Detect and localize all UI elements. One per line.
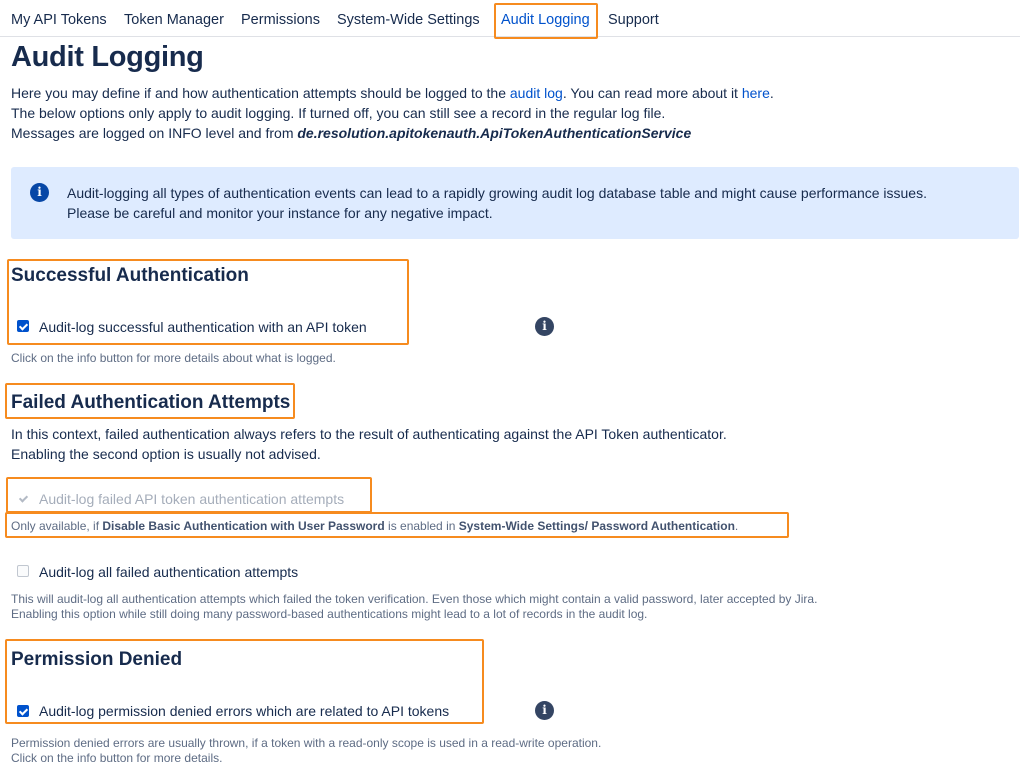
successful-info-button[interactable]: i: [535, 317, 554, 336]
permission-help-2: Click on the info button for more details.: [11, 751, 223, 765]
permission-help-1: Permission denied errors are usually thrown, if a token with a read-only scope is used in a read-write operation.: [11, 736, 602, 750]
successful-help-text: Click on the info button for more details about what is logged.: [11, 351, 336, 365]
page-title: Audit Logging: [11, 41, 204, 73]
failed-desc-2: Enabling the second option is usually not advised.: [11, 446, 321, 462]
failed-all-help-1: This will audit-log all authentication attempts which failed the token verification. Even those which might contain a valid password, later accepted by Jira.: [11, 592, 818, 606]
audit-log-link[interactable]: audit log: [509, 85, 563, 101]
successful-auth-label: Audit-log successful authentication with an API token: [39, 319, 367, 335]
failed-token-checkbox[interactable]: [17, 492, 29, 504]
tab-system-wide-settings[interactable]: System-Wide Settings: [337, 12, 480, 28]
failed-all-checkbox[interactable]: [17, 565, 29, 577]
info-icon: i: [30, 183, 49, 202]
successful-heading: Successful Authentication: [11, 265, 249, 286]
permission-denied-label: Audit-log permission denied errors which are related to API tokens: [39, 703, 450, 719]
service-class-name: de.resolution.apitokenauth.ApiTokenAuthenticationService: [297, 125, 692, 141]
tab-support[interactable]: Support: [608, 12, 659, 28]
tab-my-api-tokens[interactable]: My API Tokens: [11, 12, 107, 28]
permission-info-button[interactable]: i: [535, 701, 554, 720]
tab-permissions[interactable]: Permissions: [241, 12, 320, 28]
tab-audit-logging[interactable]: Audit Logging: [501, 12, 590, 28]
successful-auth-checkbox[interactable]: [17, 320, 29, 332]
failed-all-label: Audit-log all failed authentication attempts: [39, 564, 299, 580]
permission-heading: Permission Denied: [11, 649, 183, 670]
failed-desc-1: In this context, failed authentication always refers to the result of authenticating against the API Token authenticator.: [11, 426, 727, 442]
failed-all-help-2: Enabling this option while still doing many password-based authentications might lead to a lot of records in the audit log.: [11, 607, 648, 621]
notice-line-1: Audit-logging all types of authentication events can lead to a rapidly growing audit log database table and might cause performance issues.: [67, 185, 927, 201]
intro-line-1: Here you may define if and how authentication attempts should be logged to the audit log. You can read more about it here.: [11, 85, 774, 101]
failed-token-note: Only available, if Disable Basic Authentication with User Password is enabled in System-Wide Settings/ Password Authentication.: [11, 519, 739, 533]
tab-token-manager[interactable]: Token Manager: [124, 12, 224, 28]
intro-line-3: Messages are logged on INFO level and from de.resolution.apitokenauth.ApiTokenAuthenticationService: [11, 125, 692, 141]
here-link[interactable]: here: [741, 85, 770, 101]
failed-token-label: Audit-log failed API token authentication attempts: [39, 491, 345, 507]
highlight-box-tab: [494, 3, 598, 39]
notice-line-2: Please be careful and monitor your instance for any negative impact.: [67, 205, 493, 221]
failed-heading: Failed Authentication Attempts: [11, 392, 291, 413]
permission-denied-checkbox[interactable]: [17, 705, 29, 717]
warning-notice: [11, 167, 1019, 239]
intro-line-2: The below options only apply to audit logging. If turned off, you can still see a record in the regular log file.: [11, 105, 666, 121]
